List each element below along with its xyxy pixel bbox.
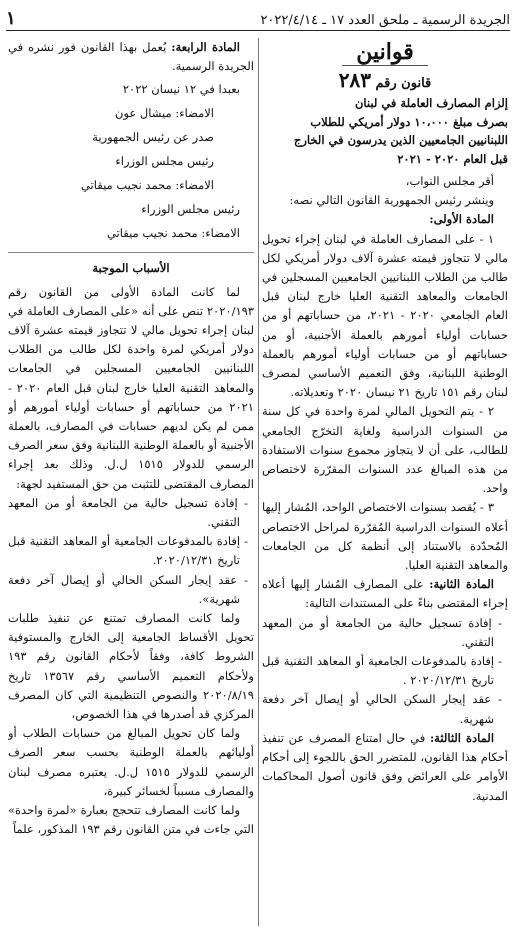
reasons-para-3: ولما كان تحويل المبالغ من حسابات الطلاب أو أوليائهم بالعملة الوطنية بحسب سعر الصرف الرسمي للدولار ١٥١٥ ل.ل. يعتبره مصرف لبنان والمصارف مسبباً لخسائر كبيرة، [8,726,254,798]
intro-line: وينشر رئيس الجمهورية القانون التالي نصه: [289,193,494,208]
reasons-item: - عقد إيجار السكن الحالي أو إيصال آخر دفعة شهرية». [8,572,248,606]
date-line: بعبدا في ١٢ نيسان ٢٠٢٢ [122,82,240,97]
reasons-para-1: لما كانت المادة الأولى من القانون رقم ٢٠٢٠/١٩٣ تنص على أنه «على المصارف العاملة في لبنان إجراء تحويل مالي لا تتجاوز قيمته عشرة آلاف دولار أمريكي لمرة واحدة لكل طالب من الطلاب اللبنانيين الجامعيين المسجلين في الجامعات والمعاهد التقنية العليا خارج لبنان قبل العام ٢٠٢٠ - ٢٠٢١ من حساباتهم أو حسابات أولياء أمورهم أو ممن لم يكن لديهم حسابات في المصارف، بالعملة الأجنبية أو بالعملة الوطنية اللبنانية وفق سعر الصرف الرسمي للدولار ١٥١٥ ل.ل. وذلك بعد إجراء المصارف المقتضى للتثبت من حق المستفيد لجهة: [8,284,254,491]
document-item: - عقد إيجار السكن الحالي أو إيصال آخر دفعة شهرية. [262,692,502,726]
law-number: ٢٨٣ [338,68,371,92]
article-3-heading: المادة الثالثة: [429,730,495,745]
article-4-heading: المادة الرابعة: [171,40,240,54]
reasons-item: - إفادة تسجيل حالية من الجامعة أو من المعهد التقني. [8,495,248,530]
law-label: قانون رقم [375,76,432,91]
pm-title: رئيس مجلس الوزراء [115,154,214,169]
pm-title-2: رئيس مجلس الوزراء [141,202,240,217]
law-desc-line: قبل العام ٢٠٢٠ - ٢٠٢١ [397,151,508,166]
article-2-text: على المصارف المُشار إليها أعلاه إجراء المقتضى بناءً على المستندات التالية: [262,577,508,611]
article-1-para-2: ٢ - يتم التحويل المالي لمرة واحدة في كل سنة من السنوات الدراسية ولغاية التخرّج الجامعي للطالب، على أن لا يتجاوز مجموع سنوات الاستفادة من هذه المبالغ عدد السنوات المقرّرة لاختصاص واحد. [262,404,508,496]
issued-by: صدر عن رئيس الجمهورية [92,130,214,145]
document-item: - إفادة بالمدفوعات الجامعية أو المعاهد التقنية قبل تاريخ ٢٠٢٠/١٢/٣١ . [262,654,502,688]
law-desc-line: بصرف مبلغ ١٠،٠٠٠ دولار أمريكي للطلاب [310,114,508,129]
right-column [262,38,508,930]
page-header [6,6,510,31]
article-3-text: في حال امتناع المصرف عن تنفيذ أحكام هذا القانون، للمتضرر الحق باللجوء إلى أحكام الأوامر على العرائض وفق قانون أصول المحاكمات المدنية. [262,730,508,803]
column-divider [258,38,259,926]
reasons-para-4: ولما كانت المصارف تتحجج بعبارة «لمرة واحدة» التي جاءت في متن القانون رقم ١٩٣ المذكور، علماً [8,803,254,837]
intro-line: أقر مجلس النواب، [405,174,494,188]
reasons-title: الأسباب الموجبة [8,252,254,278]
pm-signature-2: الامضاء: محمد نجيب ميقاتي [106,226,240,241]
article-1-heading: المادة الأولى: [429,212,494,227]
law-description [262,94,508,168]
pm-signature: الامضاء: محمد نجيب ميقاتي [80,178,214,193]
section-title: قوانين [262,38,508,66]
article-4 [8,38,254,76]
law-number-line [262,70,508,94]
article-4-text: يُعمل بهذا القانون فور نشره في الجريدة الرسمية. [8,40,254,74]
article-2 [262,575,508,613]
document-item: - إفادة تسجيل حالية من الجامعة أو من المعهد التقني. [262,615,502,649]
article-2-heading: المادة الثانية: [429,577,494,592]
article-1-para-1: ١ - على المصارف العاملة في لبنان إجراء تحويل مالي لا تتجاوز قيمته عشرة آلاف دولار أمريكي لكل طالب من الطلاب اللبنانيين الجامعيين المسجلين في الجامعات والمعاهد التقنية العليا خارج لبنان قبل العام الجامعي ٢٠٢٠ - ٢٠٢١، من حساباتهم أو من حسابات أولياء أمورهم بالعملة الأجنبية، أو من حساباتهم أو من حسابات أولياء أمورهم بالعملة الوطنية اللبنانية، وفق التعميم الأساسي لمصرف لبنان رقم ١٥١ تاريخ ٢١ نيسان ٢٠٢٠ وتعديلاته. [262,231,508,400]
article-3 [262,729,508,806]
article-1-para-3: ٣ - يُقصد بسنوات الاختصاص الواحد، المُشار إليها أعلاه السنوات الدراسية المُقرّرة لمراحل الاختصاص المُحدّدة بالاستناد إلى أنظمة كل من الجامعات والمعاهد التقنية العليا. [262,500,508,573]
reasons-item: - إفادة بالمدفوعات الجامعية أو المعاهد التقنية قبل تاريخ ٢٠٢٠/١٢/٣١. [8,534,248,568]
reasons-para-2: ولما كانت المصارف تمتنع عن تنفيذ طلبات تحويل الأقساط الجامعية إلى الخارج والمستوفية الشروط كافة، وفقاً لأحكام القانون رقم ١٩٣ ولأحكام التعميم الأساسي رقم ١٣٥٦٧ تاريخ ٢٠٢٠/٨/١٩ والنصوص التنظيمية التي كان المصرف المركزي قد أصدرها في هذا الخصوص، [8,611,254,722]
gazette-title: الجريدة الرسمية ـ ملحق العدد ١٧ ـ ٢٠٢٢/٤/١٤ [260,13,510,28]
left-column [8,38,254,930]
law-desc-line: إلزام المصارف العاملة في لبنان [354,96,508,110]
page-number: ١ [6,8,16,29]
law-desc-line: اللبنانيين الجامعيين الذين يدرسون في الخارج [293,133,508,147]
president-signature: الامضاء: ميشال عون [115,106,214,121]
